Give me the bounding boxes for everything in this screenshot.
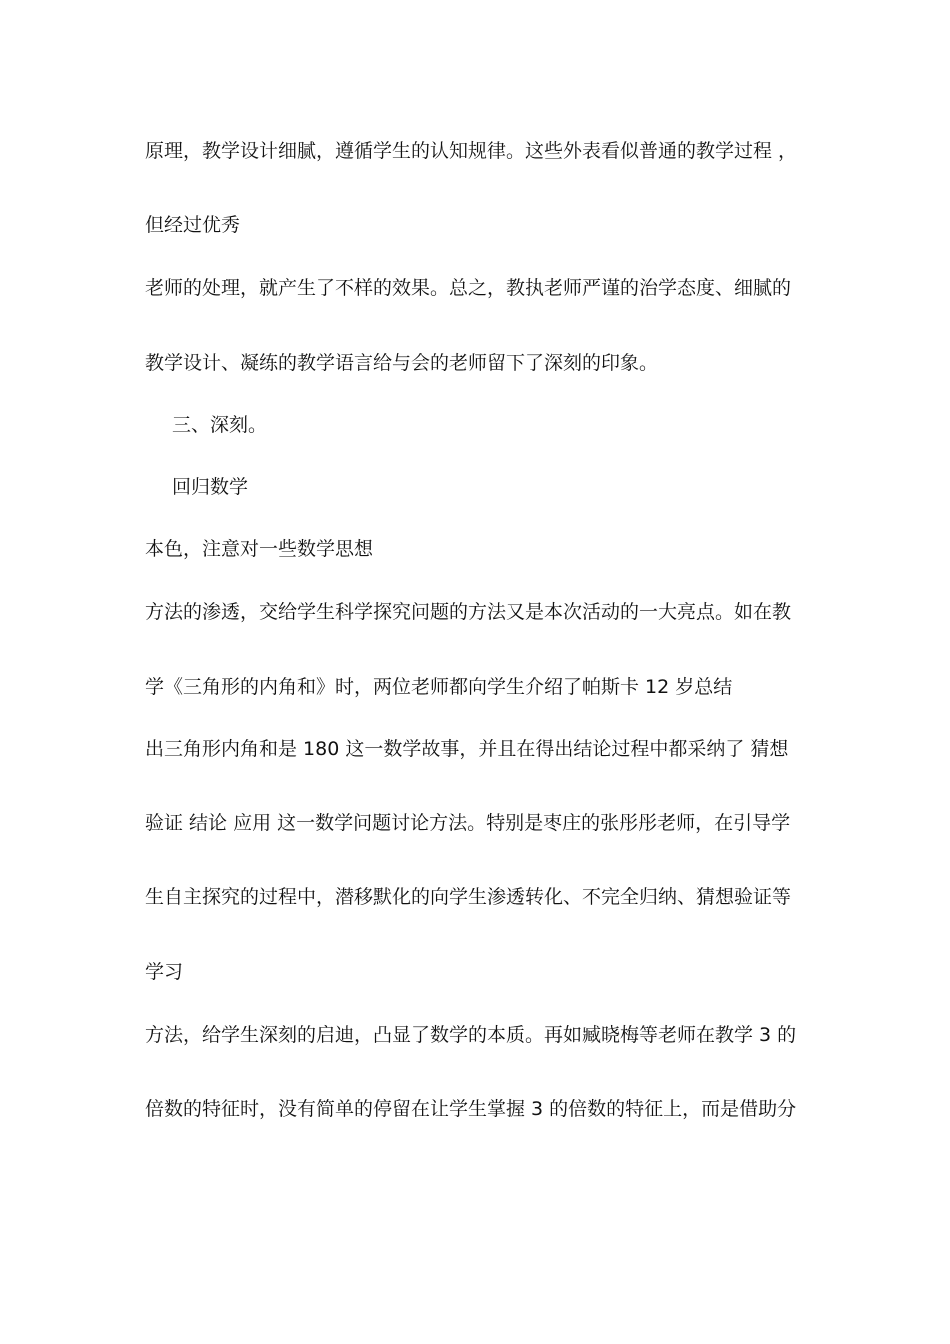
text-line: 本色，注意对一些数学思想 (145, 538, 374, 560)
section-heading: 三、深刻。 (172, 414, 268, 436)
text-line: 方法的渗透，交给学生科学探究问题的方法又是本次活动的一大亮点。如在教 (145, 601, 792, 623)
text-line: 验证 结论 应用 这一数学问题讨论方法。特别是枣庄的张彤彤老师，在引导学 (145, 812, 791, 834)
text-line: 学《三角形的内角和》时，两位老师都向学生介绍了帕斯卡 12 岁总结 (145, 676, 733, 698)
text-line: 原理，教学设计细腻，遵循学生的认知规律。这些外表看似普通的教学过程 ， (145, 140, 798, 162)
text-line: 回归数学 (172, 476, 249, 498)
text-line: 方法，给学生深刻的启迪，凸显了数学的本质。再如臧晓梅等老师在教学 3 的 (145, 1024, 797, 1046)
text-line: 学习 (145, 961, 184, 983)
text-line: 教学设计、凝练的教学语言给与会的老师留下了深刻的印象。 (145, 352, 659, 374)
text-line: 出三角形内角和是 180 这一数学故事，并且在得出结论过程中都采纳了 猜想 (145, 738, 789, 760)
text-line: 但经过优秀 (145, 214, 241, 236)
text-line: 老师的处理，就产生了不样的效果。总之，教执老师严谨的治学态度、细腻的 (145, 277, 792, 299)
text-line: 生自主探究的过程中，潜移默化的向学生渗透转化、不完全归纳、猜想验证等 (145, 886, 792, 908)
text-line: 倍数的特征时，没有简单的停留在让学生掌握 3 的倍数的特征上，而是借助分 (145, 1098, 797, 1120)
